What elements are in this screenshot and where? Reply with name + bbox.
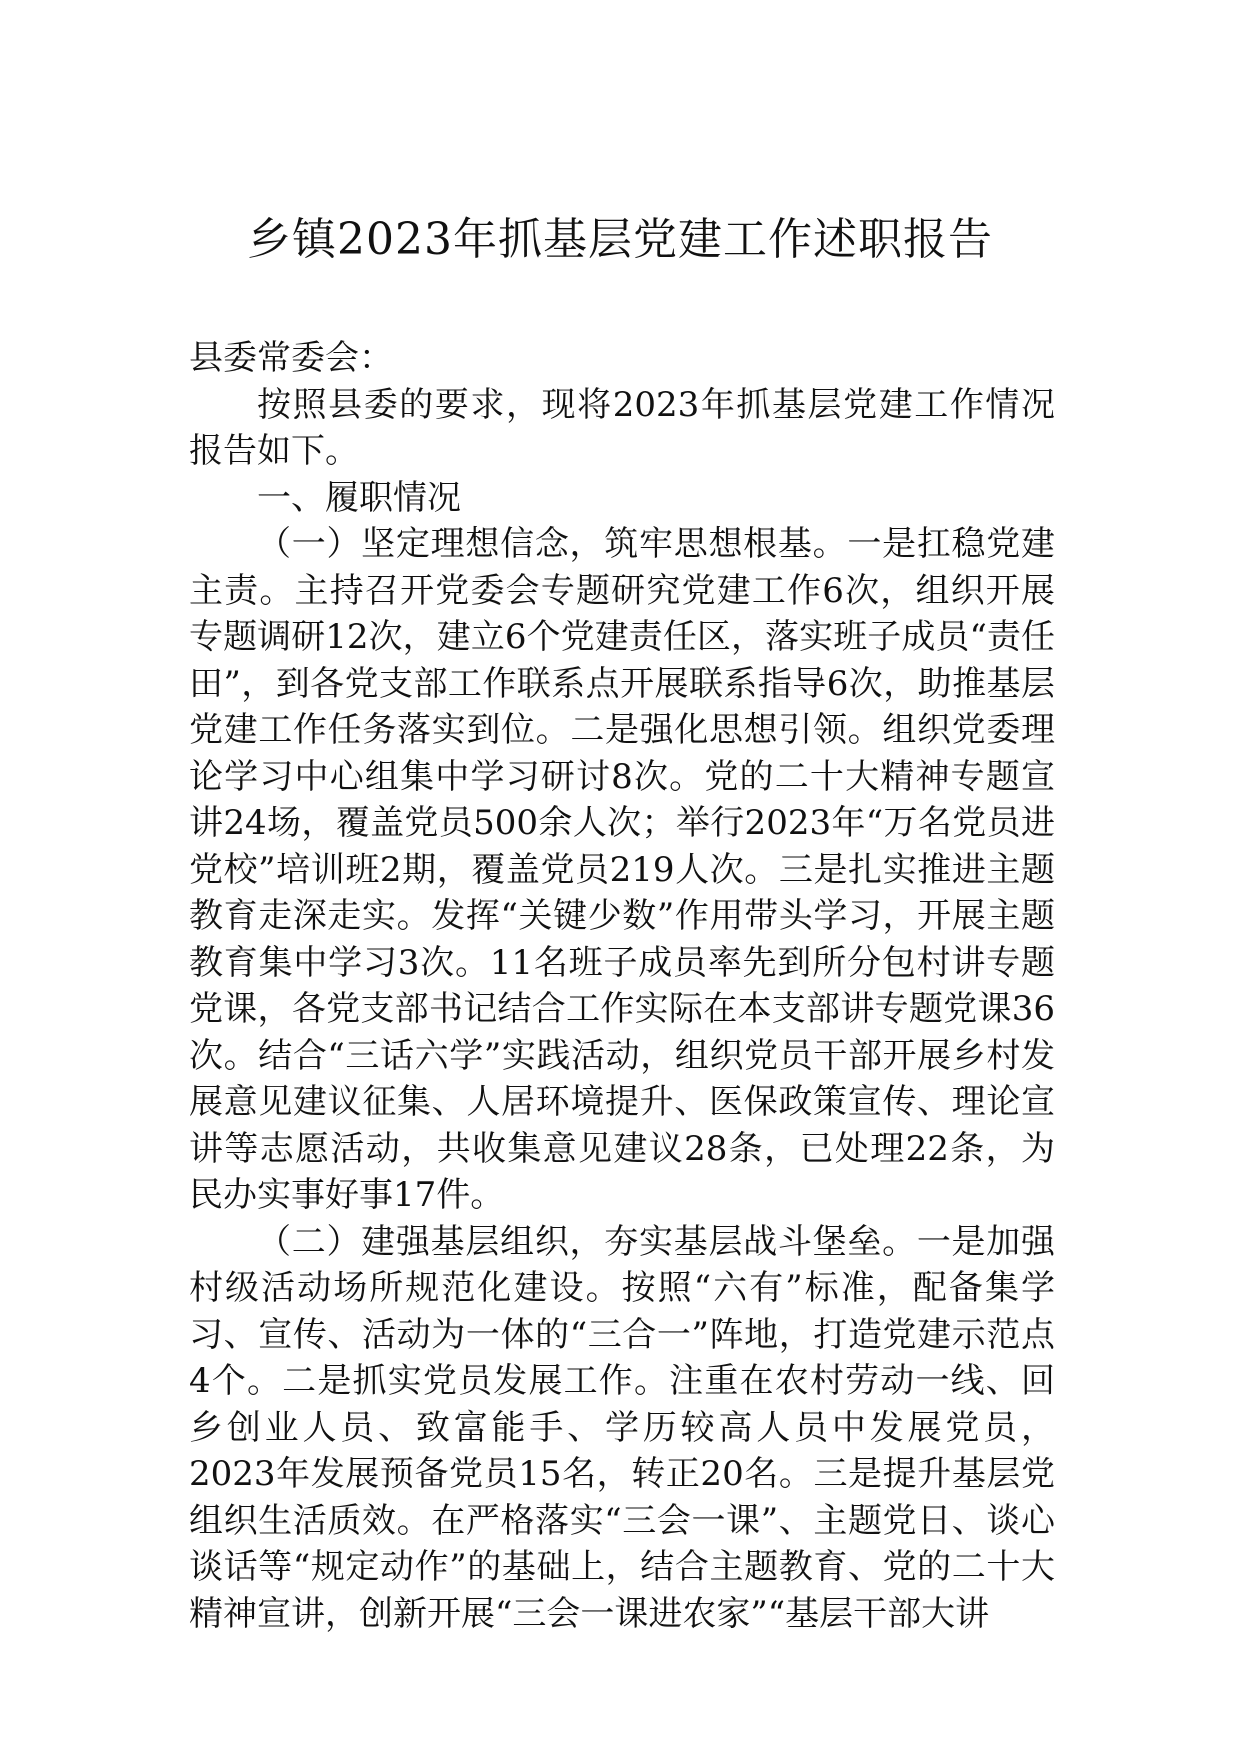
salutation: 县委常委会： [189, 338, 393, 378]
document-body [189, 335, 1055, 1637]
intro-paragraph: 按照县委的要求，现将2023年抓基层党建工作情况报告如下。 [189, 384, 1055, 471]
section-heading: 一、履职情况 [257, 477, 461, 518]
paragraph-subsection-1: （一）坚定理想信念，筑牢思想根基。一是扛稳党建主责。主持召开党委会专题研究党建工作6次，组织开展专题调研12次，建立6个党建责任区，落实班子成员“责任田”，到各党支部工作联系点开展联系指导6次，助推基层党建工作任务落实到位。二是强化思想引领。组织党委理论学习中心组集中学习研讨8次。党的二十大精神专题宣讲24场，覆盖党员500余人次；举行2023年“万名党员进党校”培训班2期，覆盖党员219人次。三是扎实推进主题教育走深走实。发挥“关键少数”作用带头学习，开展主题教育集中学习3次。11名班子成员率先到所分包村讲专题党课，各党支部书记结合工作实际在本支部讲专题党课36次。结合“三话六学”实践活动，组织党员干部开展乡村发展意见建议征集、人居环境提升、医保政策宣传、理论宣讲等志愿活动，共收集意见建议28条，已处理22条，为民办实事好事17件。 [189, 524, 1055, 1215]
document-title: 乡镇2023年抓基层党建工作述职报告 [247, 214, 993, 265]
paragraph-subsection-2: （二）建强基层组织，夯实基层战斗堡垒。一是加强村级活动场所规范化建设。按照“六有”标准，配备集学习、宣传、活动为一体的“三合一”阵地，打造党建示范点4个。二是抓实党员发展工作。注重在农村劳动一线、回乡创业人员、致富能手、学历较高人员中发展党员，2023年发展预备党员15名，转正20名。三是提升基层党组织生活质效。在严格落实“三会一课”、主题党日、谈心谈话等“规定动作”的基础上，结合主题教育、党的二十大精神宣讲，创新开展“三会一课进农家”“基层干部大讲 [189, 1221, 1055, 1634]
